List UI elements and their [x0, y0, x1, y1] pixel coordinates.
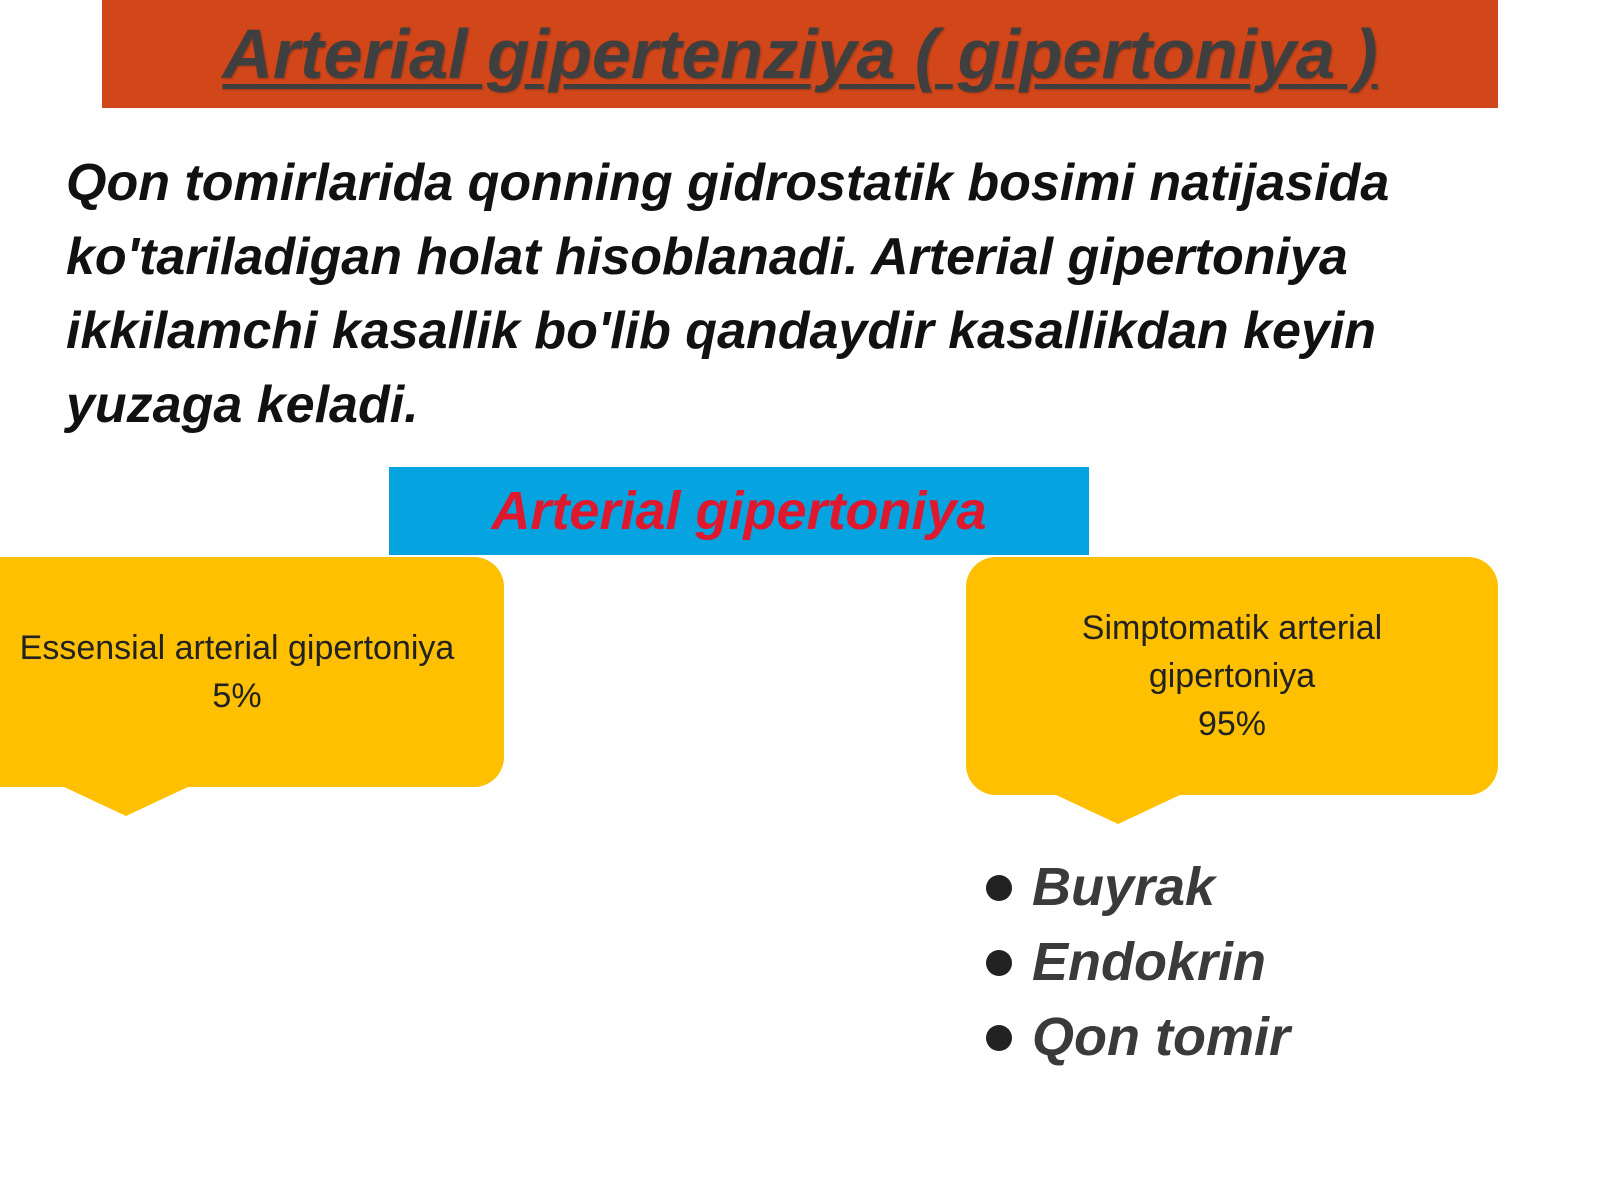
intro-line: ikkilamchi kasallik bo'lib qandaydir kasallikdan keyin	[66, 302, 1377, 360]
symptomatic-callout	[966, 557, 1498, 795]
cause-label: Buyrak	[1032, 857, 1216, 917]
slide-title: Arterial gipertenziya ( gipertoniya )	[222, 15, 1378, 93]
intro-line: yuzaga keladi.	[66, 376, 419, 434]
symptomatic-percent: 95%	[1197, 705, 1267, 743]
title-banner	[102, 0, 1498, 108]
intro-line: Qon tomirlarida qonning gidrostatik bosimi natijasida	[66, 154, 1390, 212]
essential-callout	[0, 557, 504, 787]
essential-percent: 5%	[212, 677, 262, 715]
cause-label: Endokrin	[1032, 932, 1267, 992]
bullet-icon	[986, 950, 1012, 976]
symptomatic-label-line1: Simptomatik arterial	[1081, 609, 1383, 647]
center-label: Arterial gipertoniya	[491, 481, 987, 541]
intro-paragraph	[66, 146, 1546, 442]
essential-callout-tail	[62, 786, 190, 816]
list-item	[986, 850, 1290, 925]
cause-label: Qon tomir	[1032, 1007, 1290, 1067]
bullet-icon	[986, 875, 1012, 901]
essential-label: Essensial arterial gipertoniya	[19, 629, 455, 667]
list-item	[986, 925, 1290, 1000]
intro-line: ko'tariladigan holat hisoblanadi. Arterial gipertoniya	[66, 228, 1348, 286]
causes-list	[986, 850, 1290, 1075]
bullet-icon	[986, 1025, 1012, 1051]
list-item	[986, 1000, 1290, 1075]
center-label-box	[389, 467, 1089, 555]
symptomatic-callout-tail	[1054, 794, 1182, 824]
symptomatic-label-line2: gipertoniya	[1148, 657, 1316, 695]
